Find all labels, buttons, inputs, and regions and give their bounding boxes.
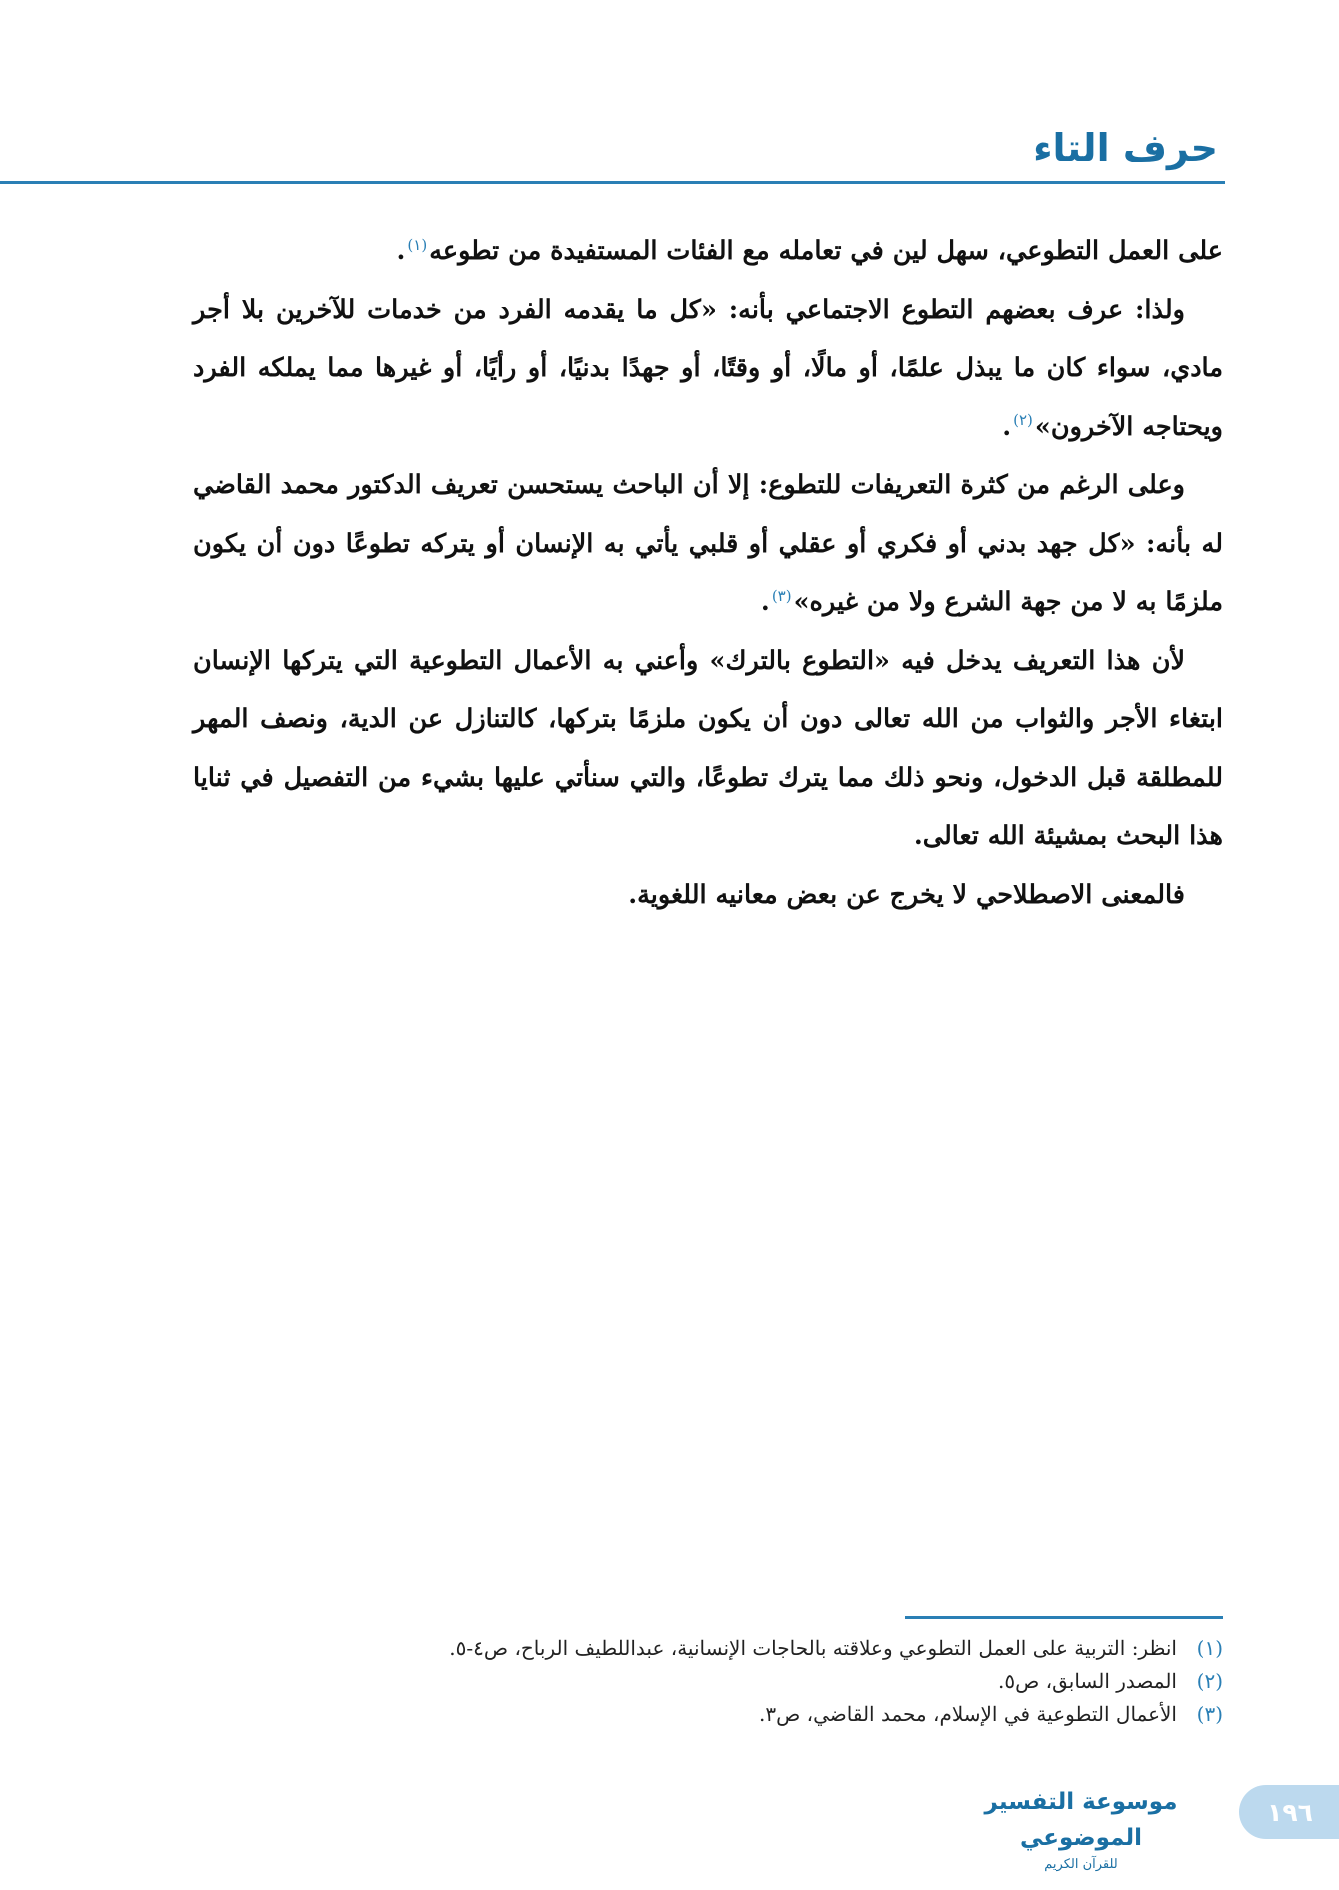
footnote-3 — [183, 1698, 1223, 1731]
page-section-title: حرف التاء — [1033, 126, 1218, 170]
paragraph-4: لأن هذا التعريف يدخل فيه «التطوع بالترك» وأعني به الأعمال التطوعية التي يتركها الإنسان ابتغاء الأجر والثواب من الله تعالى دون أن يكون ملزمًا بتركها، كالتنازل عن الدية، ونصف المهر للمطلقة قبل الدخول، ونحو ذلك مما يترك تطوعًا، والتي سنأتي عليها بشيء من التفصيل في ثنايا هذا البحث بمشيئة الله تعالى. — [193, 645, 1223, 851]
header-divider — [0, 181, 1225, 184]
footnote-ref-3[interactable]: (٣) — [771, 586, 792, 605]
encyclopedia-logo — [981, 1784, 1181, 1872]
main-text — [193, 222, 1223, 924]
period: . — [760, 587, 770, 617]
footnote-2 — [183, 1665, 1223, 1698]
footnote-text: المصدر السابق، ص٥. — [997, 1669, 1177, 1693]
footnote-ref-2[interactable]: (٢) — [1013, 411, 1033, 429]
paragraph-text: وعلى الرغم من كثرة التعريفات للتطوع: إلا أن الباحث يستحسن تعريف الدكتور محمد القاضي له بأنه: «كل جهد بدني أو فكري أو عقلي أو قلبي يأتي به الإنسان أو يتركه تطوعًا دون أن يكون ملزمًا به لا من جهة الشرع ولا من غيره» — [193, 470, 1223, 617]
paragraph-text: على العمل التطوعي، سهل لين في تعامله مع الفئات المستفيدة من تطوعه — [429, 236, 1223, 266]
page-number: ١٩٦ — [1267, 1797, 1313, 1827]
paragraph-3 — [193, 456, 1223, 632]
logo-title: موسوعة التفسير الموضوعي — [984, 1789, 1178, 1851]
paragraph-2 — [193, 281, 1223, 457]
footnote-text: انظر: التربية على العمل التطوعي وعلاقته بالحاجات الإنسانية، عبداللطيف الرباح، ص٤-٥. — [449, 1636, 1177, 1660]
period: . — [396, 236, 406, 266]
paragraph-text: ولذا: عرف بعضهم التطوع الاجتماعي بأنه: «كل ما يقدمه الفرد من خدمات للآخرين بلا أجر مادي، سواء كان ما يبذل علمًا، أو مالًا، أو وقتًا، أو جهدًا بدنيًا، أو رأيًا، أو غيرها مما يملكه الفرد ويحتاجه الآخرون» — [193, 294, 1223, 442]
footnote-number: (٣) — [1196, 1702, 1223, 1726]
paragraph-5: فالمعنى الاصطلاحي لا يخرج عن بعض معانيه اللغوية. — [628, 879, 1185, 910]
footnote-text: الأعمال التطوعية في الإسلام، محمد القاضي، ص٣. — [758, 1702, 1177, 1726]
period: . — [1002, 411, 1012, 442]
footnote-ref-1[interactable]: (١) — [407, 235, 428, 254]
footnote-number: (٢) — [1196, 1669, 1223, 1693]
footnote-number: (١) — [1196, 1636, 1223, 1660]
paragraph-1 — [193, 222, 1223, 281]
footnotes — [183, 1632, 1223, 1731]
footnote-1 — [183, 1632, 1223, 1665]
page-number-badge — [1239, 1785, 1339, 1839]
logo-subtitle: للقرآن الكريم — [1044, 1857, 1118, 1872]
footnote-divider — [905, 1616, 1223, 1619]
